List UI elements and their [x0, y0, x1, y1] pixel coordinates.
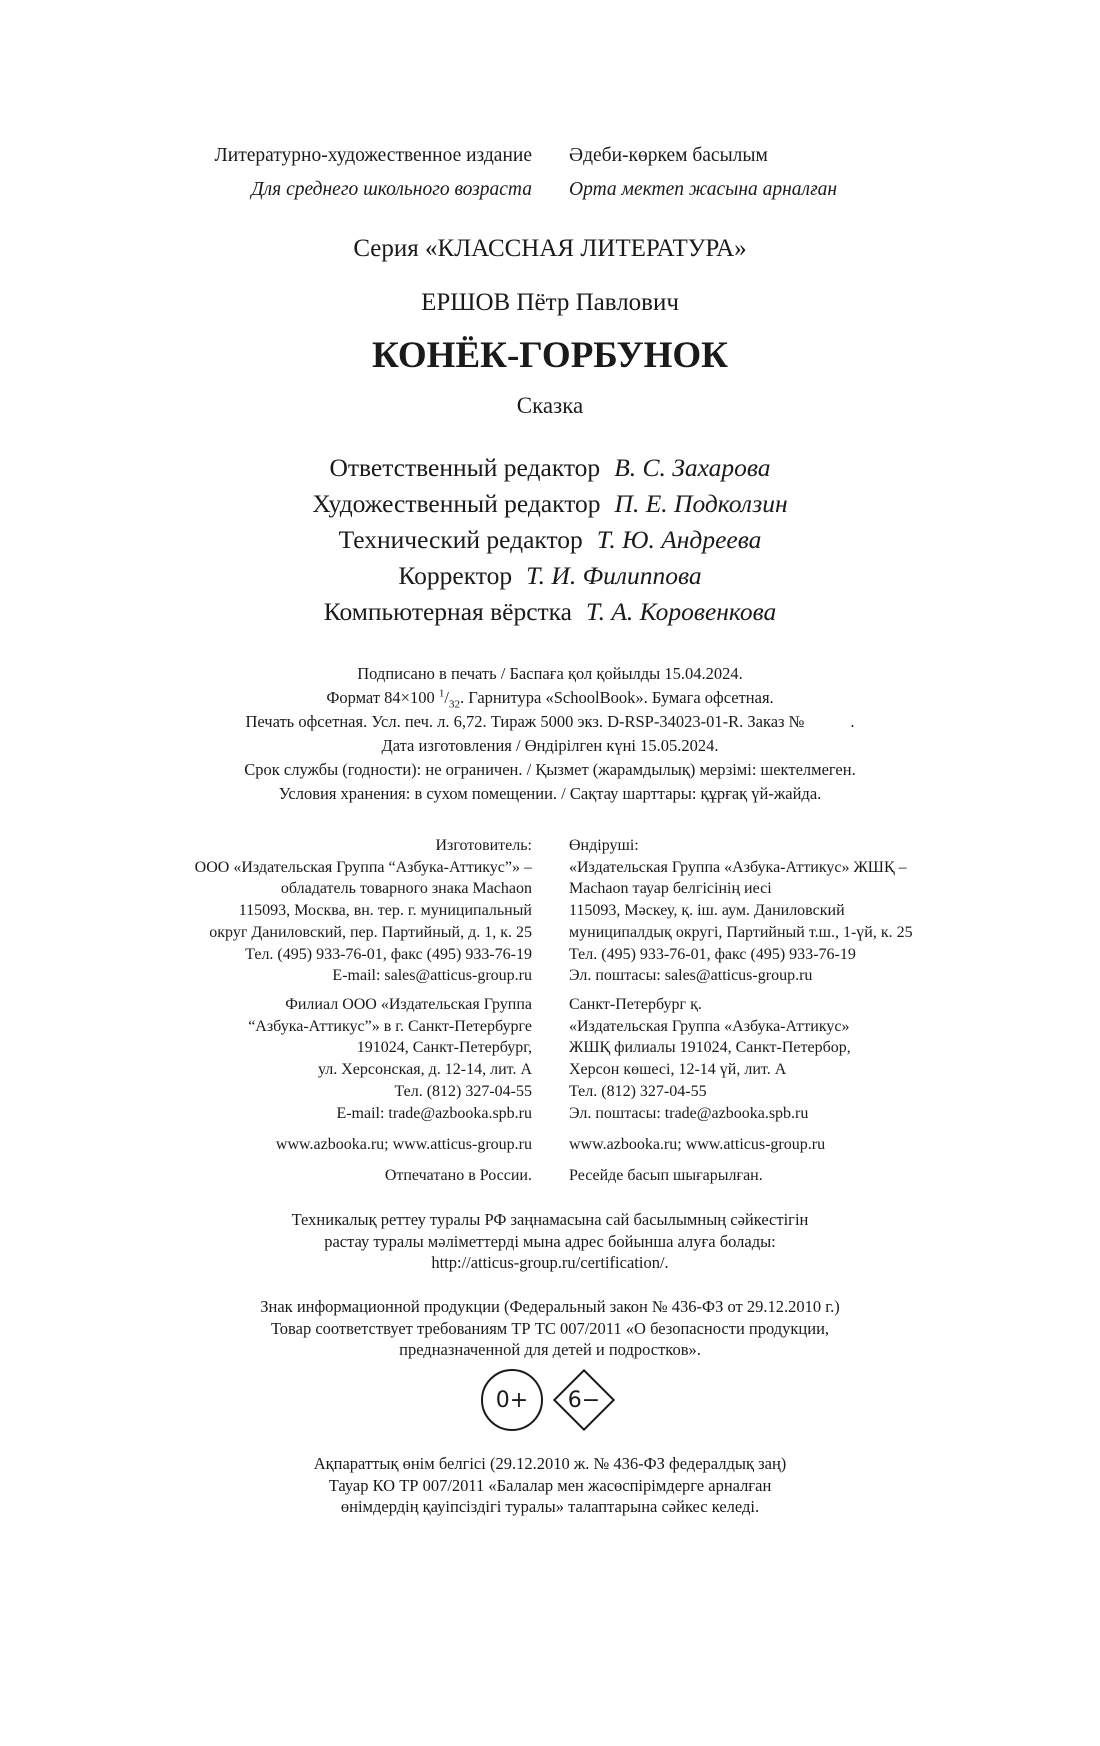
- branch-right-line: «Издательская Группа «Азбука-Аттикус»: [569, 1017, 850, 1035]
- shelf-life: Срок службы (годности): не ограничен. / Қызмет (жарамдылық) мерзімі: шектелмеген.: [244, 760, 856, 779]
- author-name: ЕРШОВ Пётр Павлович: [421, 289, 679, 316]
- series-title: Серия «КЛАССНАЯ ЛИТЕРАТУРА»: [353, 235, 747, 262]
- info-sign-line: Товар соответствует требованиям ТР ТС 007/2011 «О безопасности продукции,: [270, 1318, 830, 1338]
- certification-link[interactable]: http://atticus-group.ru/certification/.: [431, 1253, 669, 1272]
- credit-line: [0, 491, 1100, 517]
- credit-name: Т. И. Филиппова: [526, 561, 702, 590]
- format-numerator: 1: [438, 687, 445, 700]
- storage-conditions: Условия хранения: в сухом помещении. / Сақтау шарттары: құрғақ үй-жайда.: [278, 784, 822, 803]
- credit-role: Компьютерная вёрстка: [323, 597, 573, 626]
- genre-label: Сказка: [516, 393, 584, 418]
- manufacturer-right-line: Өндіруші:: [569, 837, 639, 854]
- manufacturer-right-line: «Издательская Группа «Азбука-Аттикус» ЖШҚ –: [569, 858, 907, 876]
- age-rating-circle-icon: [481, 1369, 543, 1431]
- branch-left-line: Филиал ООО «Издательская Группа: [285, 996, 532, 1013]
- manufacture-date: Дата изготовления / Өндірілген күні 15.05.2024.: [381, 736, 719, 755]
- manufacturer-right-line: Тел. (495) 933-76-01, факс (495) 933-76-19: [569, 945, 856, 963]
- credit-name: П. Е. Подколзин: [614, 489, 788, 518]
- credit-role: Корректор: [398, 561, 513, 590]
- branch-right-line: Санкт-Петербург қ.: [569, 996, 702, 1013]
- manufacturer-right: [569, 835, 913, 987]
- age-rating-circle-label: 0+: [495, 1387, 529, 1413]
- info-sign-block: [0, 1296, 1100, 1361]
- header-left-line1: Литературно-художественное издание: [214, 145, 532, 166]
- kazakh-footer-block: [0, 1453, 1100, 1518]
- info-sign-line: Знак информационной продукции (Федеральный закон № 436-ФЗ от 29.12.2010 г.): [260, 1297, 840, 1316]
- format-line: Формат 84×100 $^1/_{32}$. Гарнитура «SchoolBook». Бумага офсетная.: [326, 687, 774, 711]
- manufacturer-left-line: ООО «Издательская Группа “Азбука-Аттикус”» –: [194, 858, 532, 876]
- branch-left-line: Тел. (812) 327-04-55: [394, 1082, 532, 1100]
- credit-line: [0, 527, 1100, 553]
- branch-left-line: 191024, Санкт-Петербург,: [356, 1039, 532, 1057]
- credit-name: Т. А. Коровенкова: [586, 597, 777, 626]
- age-rating-diamond-label: 6−: [567, 1387, 601, 1413]
- manufacturer-left-line: E-mail: sales@atticus-group.ru: [332, 967, 532, 985]
- manufacturer-left-line: обладатель товарного знака Machaon: [280, 880, 532, 898]
- kazakh-footer-line: өнімдердің қауіпсіздігі туралы» талаптарына сәйкес келеді.: [340, 1497, 760, 1516]
- manufacturer-left-line: Тел. (495) 933-76-01, факс (495) 933-76-19: [245, 945, 532, 963]
- credit-line: [0, 563, 1100, 589]
- book-title: КОНЁК-ГОРБУНОК: [372, 335, 728, 376]
- header-right-line1: Әдеби-көркем басылым: [569, 145, 768, 166]
- branch-left-line: E-mail: trade@azbooka.spb.ru: [336, 1104, 532, 1122]
- info-sign-line: предназначенной для детей и подростков».: [399, 1340, 701, 1359]
- manufacturer-right-line: 115093, Мәскеу, қ. іш. аум. Даниловский: [569, 902, 845, 920]
- branch-left-line: ул. Херсонская, д. 12-14, лит. А: [317, 1061, 532, 1079]
- manufacturer-right-line: Эл. поштасы: sales@atticus-group.ru: [569, 967, 813, 985]
- print-info: Печать офсетная. Усл. печ. л. 6,72. Тираж 5000 экз. D-RSP-34023-01-R. Заказ №: [245, 712, 805, 731]
- branch-right-line: Тел. (812) 327-04-55: [569, 1082, 707, 1100]
- credit-name: Т. Ю. Андреева: [596, 525, 762, 554]
- credit-line: [0, 455, 1100, 481]
- branch-right-line: Херсон көшесі, 12-14 үй, лит. А: [569, 1061, 787, 1079]
- manufacturer-left: [195, 835, 532, 987]
- credit-role: Технический редактор: [338, 525, 583, 554]
- branch-left-line: “Азбука-Аттикус”» в г. Санкт-Петербурге: [248, 1017, 532, 1035]
- credit-line: [0, 599, 1100, 625]
- header-left-line2: Для среднего школьного возраста: [251, 179, 532, 200]
- printed-in-left: Отпечатано в России.: [384, 1167, 532, 1184]
- age-rating-diamond-icon: [550, 1366, 618, 1434]
- websites-left[interactable]: www.azbooka.ru; www.atticus-group.ru: [275, 1136, 532, 1153]
- branch-right-line: ЖШҚ филиалы 191024, Санкт-Петербор,: [569, 1039, 851, 1057]
- signed-to-print: Подписано в печать / Баспаға қол қойылды 15.04.2024.: [357, 664, 743, 683]
- credit-role: Художественный редактор: [312, 489, 601, 518]
- certification-block: [0, 1209, 1100, 1274]
- branch-right-line: Эл. поштасы: trade@azbooka.spb.ru: [569, 1104, 809, 1122]
- credit-role: Ответственный редактор: [329, 453, 601, 482]
- print-info-end: .: [850, 712, 855, 731]
- websites-right[interactable]: www.azbooka.ru; www.atticus-group.ru: [569, 1136, 826, 1153]
- printed-in-right: Ресейде басып шығарылған.: [569, 1167, 763, 1184]
- manufacturer-left-line: Изготовитель:: [435, 837, 532, 854]
- certification-line: растау туралы мәліметтерді мына адрес бойынша алуға болады:: [324, 1231, 776, 1251]
- manufacturer-left-line: округ Даниловский, пер. Партийный, д. 1, к. 25: [209, 923, 532, 941]
- manufacturer-right-line: Machaon тауар белгісінің иесі: [569, 880, 772, 898]
- credit-name: В. С. Захарова: [614, 453, 771, 482]
- kazakh-footer-line: Ақпараттық өнім белгісі (29.12.2010 ж. № 436-ФЗ федералдық заң): [313, 1454, 787, 1473]
- format-prefix: Формат 84×100: [326, 688, 435, 707]
- certification-line: Техникалық реттеу туралы РФ заңнамасына сай басылымның сәйкестігін: [291, 1210, 809, 1229]
- format-denominator: 32: [448, 698, 460, 711]
- branch-right: [569, 994, 851, 1124]
- manufacturer-right-line: муниципалдық округі, Партийный т.ш., 1-үй, к. 25: [569, 923, 913, 941]
- branch-left: [248, 994, 532, 1124]
- header-right-line2: Орта мектеп жасына арналған: [569, 179, 838, 200]
- print-info-line: [0, 714, 1100, 731]
- format-suffix: . Гарнитура «SchoolBook». Бумага офсетная.: [459, 688, 774, 707]
- manufacturer-left-line: 115093, Москва, вн. тер. г. муниципальный: [238, 902, 532, 920]
- kazakh-footer-line: Тауар КО ТР 007/2011 «Балалар мен жасөспірімдерге арналған: [328, 1475, 772, 1495]
